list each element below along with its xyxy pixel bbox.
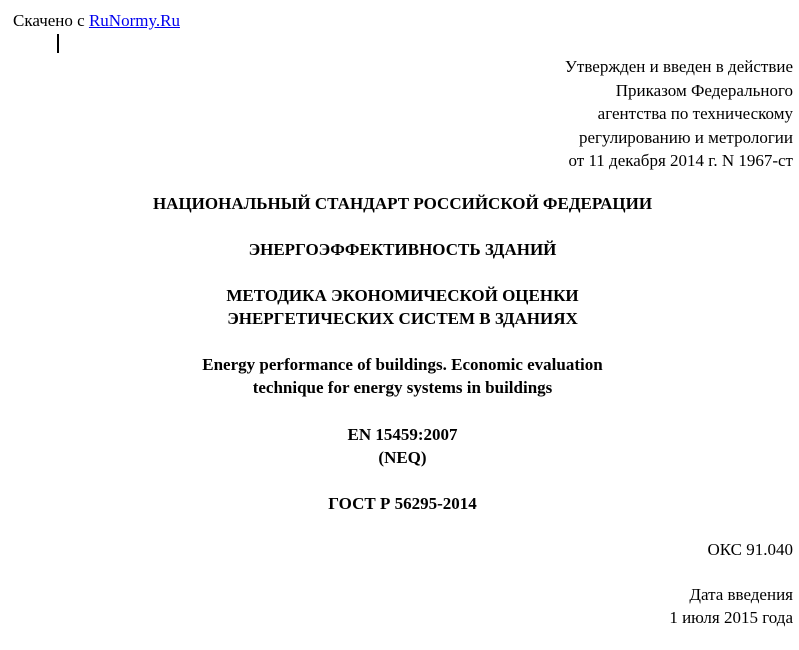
approval-block — [565, 55, 793, 173]
en-standard-reference — [0, 423, 799, 469]
intro-date-value: 1 июля 2015 года — [669, 608, 793, 627]
method-title-line: ЭНЕРГЕТИЧЕСКИХ СИСТЕМ В ЗДАНИЯХ — [227, 309, 578, 328]
oks-code: ОКС 91.040 — [707, 540, 793, 559]
intro-date-label: Дата введения — [689, 585, 793, 604]
source-prefix: Скачено с — [13, 11, 89, 30]
method-title — [0, 284, 799, 330]
energy-efficiency-title: ЭНЕРГОЭФФЕКТИВНОСТЬ ЗДАНИЙ — [248, 240, 557, 259]
method-title-line: МЕТОДИКА ЭКОНОМИЧЕСКОЙ ОЦЕНКИ — [226, 286, 579, 305]
source-line — [13, 9, 180, 32]
gost-code: ГОСТ Р 56295-2014 — [328, 494, 477, 513]
en-code: EN 15459:2007 — [347, 425, 458, 444]
runormy-link[interactable]: RuNormy.Ru — [88, 11, 180, 30]
text-cursor — [57, 34, 59, 53]
national-standard-title: НАЦИОНАЛЬНЫЙ СТАНДАРТ РОССИЙСКОЙ ФЕДЕРАЦИИ — [152, 194, 653, 213]
approval-line: агентства по техническому — [597, 104, 793, 123]
english-title-line: Energy performance of buildings. Economic evaluation — [202, 355, 603, 374]
approval-line: Утвержден и введен в действие — [564, 57, 793, 76]
english-title-line: technique for energy systems in buildings — [252, 378, 553, 397]
approval-line: регулированию и метрологии — [578, 127, 793, 147]
approval-line: от 11 декабря 2014 г. N 1967-ст — [568, 151, 793, 170]
approval-line: Приказом Федерального — [615, 80, 793, 100]
english-title — [0, 353, 799, 399]
en-relation: (NEQ) — [378, 448, 427, 467]
introduction-date — [669, 583, 793, 629]
